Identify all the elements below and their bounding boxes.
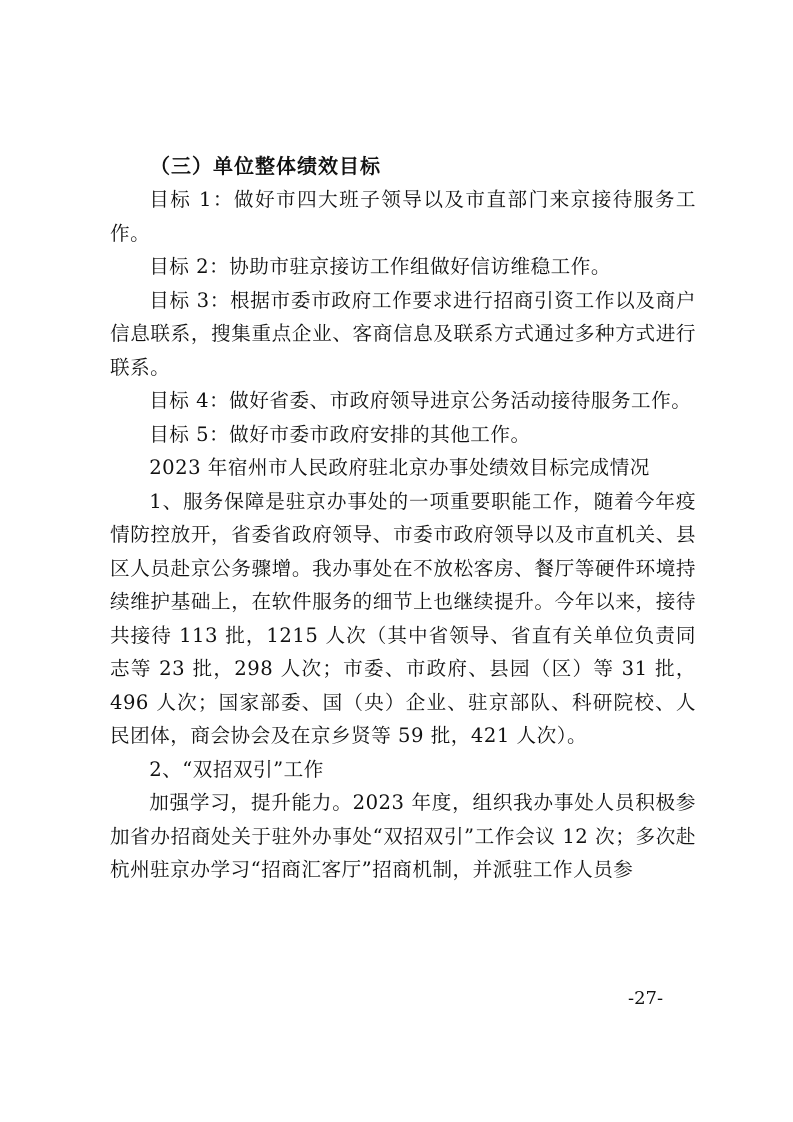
paragraph-investment-heading: 2、“双招双引”工作 [149,757,324,781]
paragraph-goal-4: 目标 4：做好省委、市政府领导进京公务活动接待服务工作。 [149,389,692,412]
section-heading: （三）单位整体绩效目标 [150,154,381,178]
paragraph-completion-title: 2023 年宿州市人民政府驻北京办事处绩效目标完成情况 [149,456,650,479]
paragraph-goal-2: 目标 2：协助市驻京接访工作组做好信访维稳工作。 [149,255,611,278]
page-number: -27- [628,988,664,1009]
paragraph-goal-1: 目标 1：做好市四大班子领导以及市直部门来京接待服务工作。 [110,188,696,245]
paragraph-service-support: 1、服务保障是驻京办事处的一项重要职能工作，随着今年疫情防控放开，省委省政府领导、市委市政府领导以及市直机关、县区人员赴京公务骤增。我办事处在不放松客房、餐厅等硬件环境持续维护基础上，在软件服务的细节上也继续提升。今年以来，接待共接待 113 批，1215 人次（其中省领导、省直有关单位负责同志等 23 批，298 人次；市委、市政府、县园（区）等 31 批，496 人次；国家部委、国（央）企业、驻京部队、科研院校、人民团体，商会协会及在京乡贤等 59 批，421 人次）。 [110,489,696,747]
paragraph-learning: 加强学习，提升能力。2023 年度，组织我办事处人员积极参加省办招商处关于驻外办事处“双招双引”工作会议 12 次；多次赴杭州驻京办学习“招商汇客厅”招商机制，并派驻工作人员参 [110,791,696,881]
paragraph-goal-5: 目标 5：做好市委市政府安排的其他工作。 [149,422,531,446]
paragraph-goal-3: 目标 3：根据市委市政府工作要求进行招商引资工作以及商户信息联系，搜集重点企业、客商信息及联系方式通过多种方式进行联系。 [110,288,696,379]
body-text [110,183,696,887]
